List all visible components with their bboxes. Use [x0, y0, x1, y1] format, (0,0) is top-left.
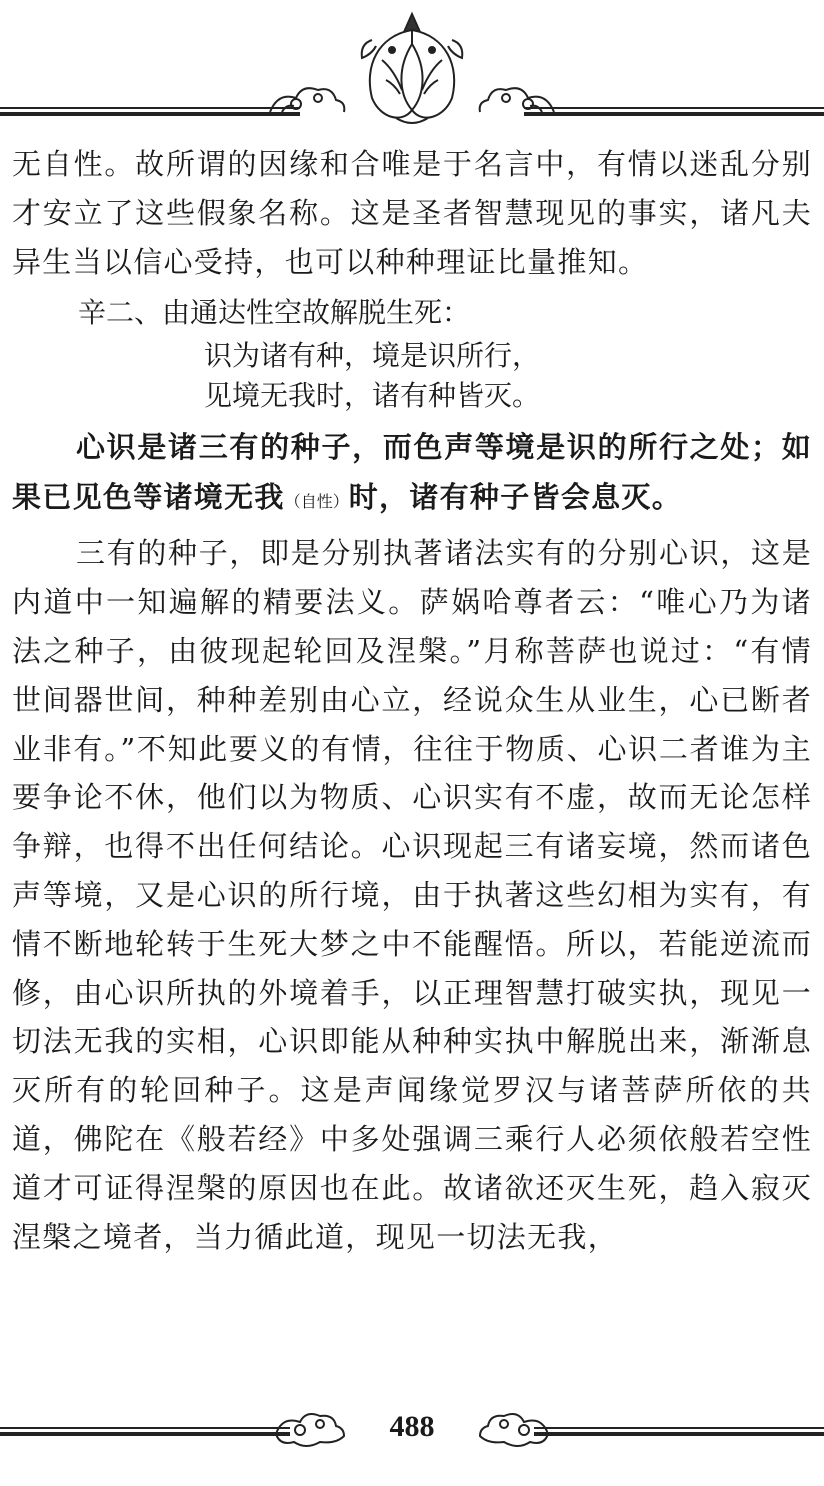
verse-explanation-note: （自性） [284, 492, 349, 512]
page-body [12, 140, 812, 1261]
footer-left-rule [0, 1428, 290, 1434]
header-left-rule [0, 108, 300, 114]
footer-right-rule [534, 1428, 824, 1434]
twin-fish-emblem-icon [362, 14, 463, 123]
commentary-paragraph: 三有的种子，即是分别执著诸法实有的分别心识，这是内道中一知遍解的精要法义。萨娲哈尊者云：“唯心乃为诸法之种子，由彼现起轮回及涅槃。”月称菩萨也说过：“有情世间器世间，种种差别由心立，经说众生从业生，心已断者业非有。”不知此要义的有情，往往于物质、心识二者谁为主要争论不休，他们以为物质、心识实有不虚，故而无论怎样争辩，也得不出任何结论。心识现起三有诸妄境，然而诸色声等境，又是心识的所行境，由于执著这些幻相为实有，有情不断地轮转于生死大梦之中不能醒悟。所以，若能逆流而修，由心识所执的外境着手，以正理智慧打破实执，现见一切法无我的实相，心识即能从种种实执中解脱出来，渐渐息灭所有的轮回种子。这是声闻缘觉罗汉与诸菩萨所依的共道，佛陀在《般若经》中多处强调三乘行人必须依般若空性道才可证得涅槃的原因也在此。故诸欲还灭生死，趋入寂灭涅槃之境者，当力循此道，现见一切法无我， [12, 536, 812, 1254]
page-number: 488 [389, 1410, 435, 1443]
verse-explanation-part2: 时，诸有种子皆会息灭。 [348, 480, 683, 515]
header-ornament-svg [0, 0, 824, 130]
footer-right-cloud-icon [480, 1414, 548, 1446]
footer-left-cloud-icon [276, 1414, 344, 1446]
paragraph-continuation: 无自性。故所谓的因缘和合唯是于名言中，有情以迷乱分别才安立了这些假象名称。这是圣者智慧现见的事实，诸凡夫异生当以信心受持，也可以种种理证比量推知。 [12, 147, 812, 279]
header-right-rule [524, 108, 824, 114]
verse-line-1: 识为诸有种，境是识所行， [204, 339, 541, 373]
section-heading: 辛二、由通达性空故解脱生死： [78, 296, 471, 330]
verse-line-2: 见境无我时，诸有种皆灭。 [204, 379, 541, 413]
verse-explanation-part1: 心识是诸三有的种子，而色声等境是识的所行之处；如果已见色等诸境无我 [12, 430, 812, 515]
page-header-ornament [0, 0, 824, 130]
verse-explanation [12, 422, 812, 527]
